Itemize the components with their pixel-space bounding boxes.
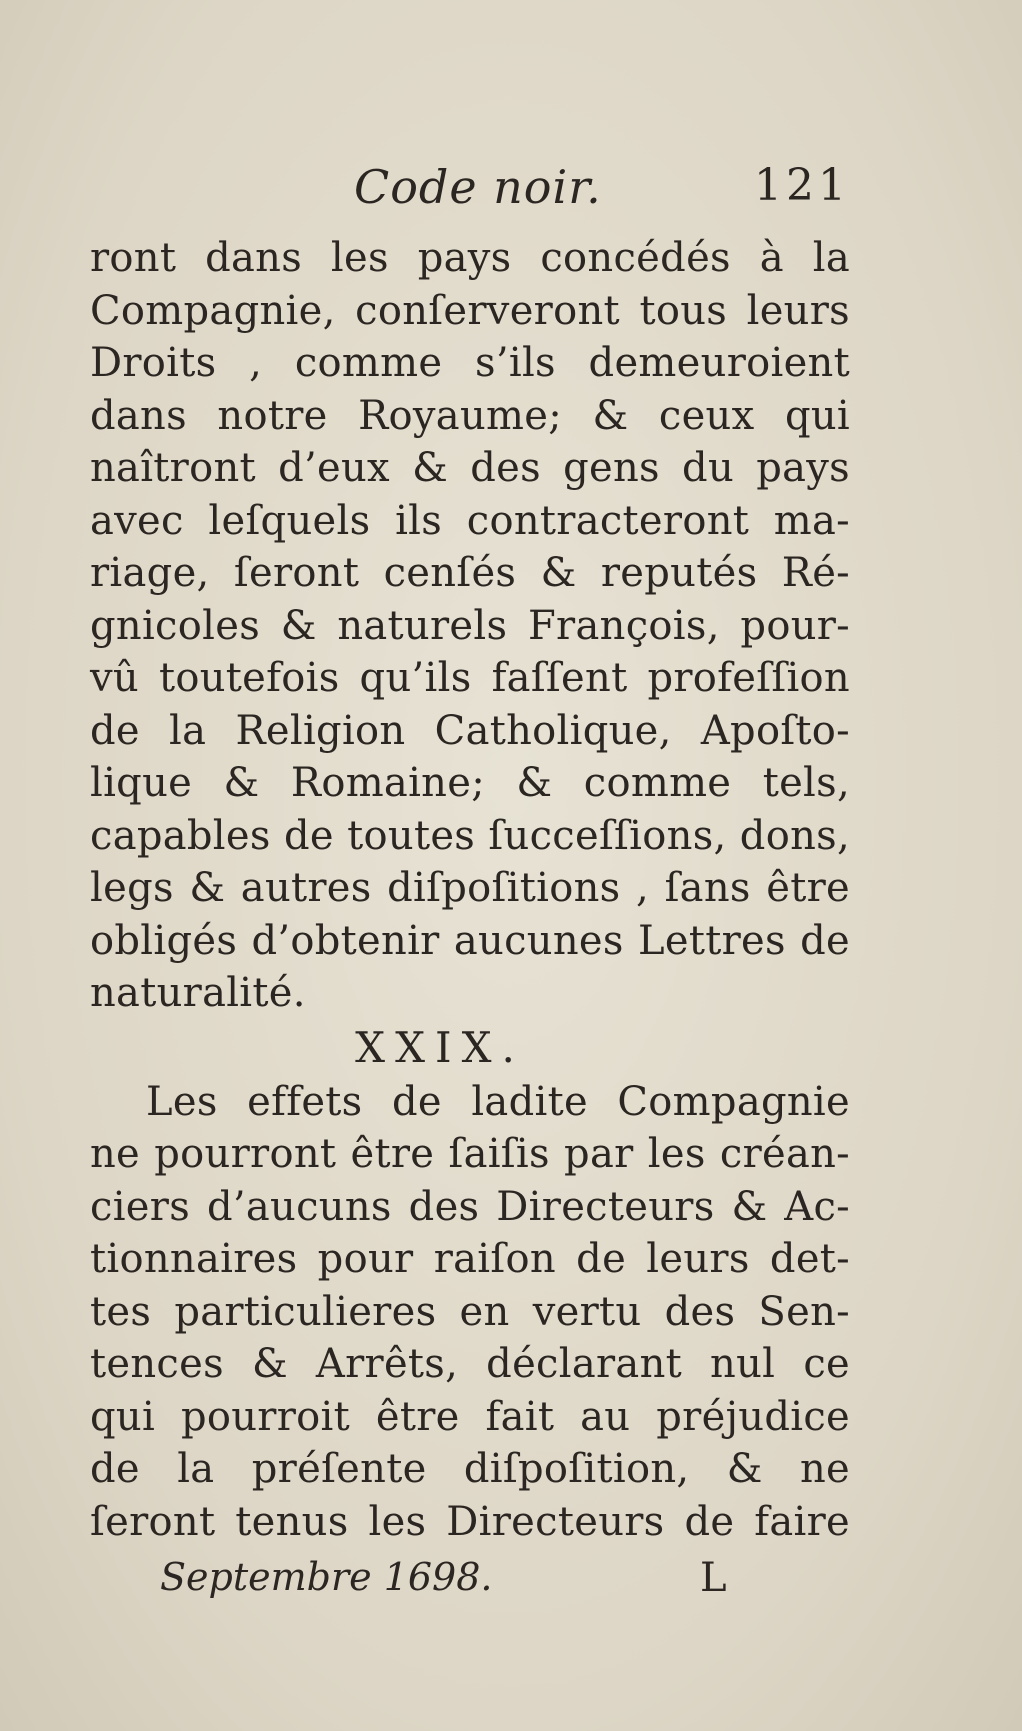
text-line: obligés d’obtenir aucunes Lettres de [90,917,850,964]
text-line: tes particulieres en vertu des Sen- [90,1288,850,1335]
page-footer [160,1555,760,1611]
signature-date: Septembre 1698. [160,1555,493,1599]
text-line: Droits , comme s’ils demeuroient [90,340,850,386]
running-title: Code noir. [354,160,602,214]
text-line: legs & autres diſpoſitions , ſans être [90,865,850,911]
text-line: capables de toutes ſucceſſions, dons, [90,812,850,859]
text-line: riage, ſeront cenſés & reputés Ré- [90,550,850,596]
article-heading: XXIX. [355,1022,525,1072]
text-line: de la préſente diſpoſition, & ne [90,1446,850,1492]
text-line: de la Religion Catholique, Apoſto- [90,707,850,754]
signature-mark: L [700,1555,727,1601]
body-text [90,232,850,1548]
text-line: avec leſquels ils contracteront ma- [90,497,850,544]
text-line: naturalité. [90,970,306,1016]
page-number: 121 [754,160,850,211]
text-line: naîtront d’eux & des gens du pays [90,445,850,491]
text-line: ciers d’aucuns des Directeurs & Ac- [90,1183,850,1230]
text-line: vû toutefois qu’ils faſſent profeſſion [90,655,850,701]
text-line: gnicoles & naturels François, pour- [90,602,850,649]
page-header [90,160,850,220]
text-line: dans notre Royaume; & ceux qui [90,392,850,439]
text-line: Compagnie, conſerveront tous leurs [90,287,850,334]
text-line: ſeront tenus les Directeurs de faire [90,1498,850,1545]
text-line: lique & Romaine; & comme tels, [90,760,850,806]
text-line: Les effets de ladite Compagnie [146,1078,850,1125]
text-line: tences & Arrêts, déclarant nul ce [90,1341,850,1387]
text-line: ne pourront être ſaiſis par les créan- [90,1131,850,1177]
text-line: qui pourroit être fait au préjudice [90,1393,850,1440]
text-line: tionnaires pour raiſon de leurs det- [90,1236,850,1282]
text-line: ront dans les pays concédés à la [90,235,850,281]
